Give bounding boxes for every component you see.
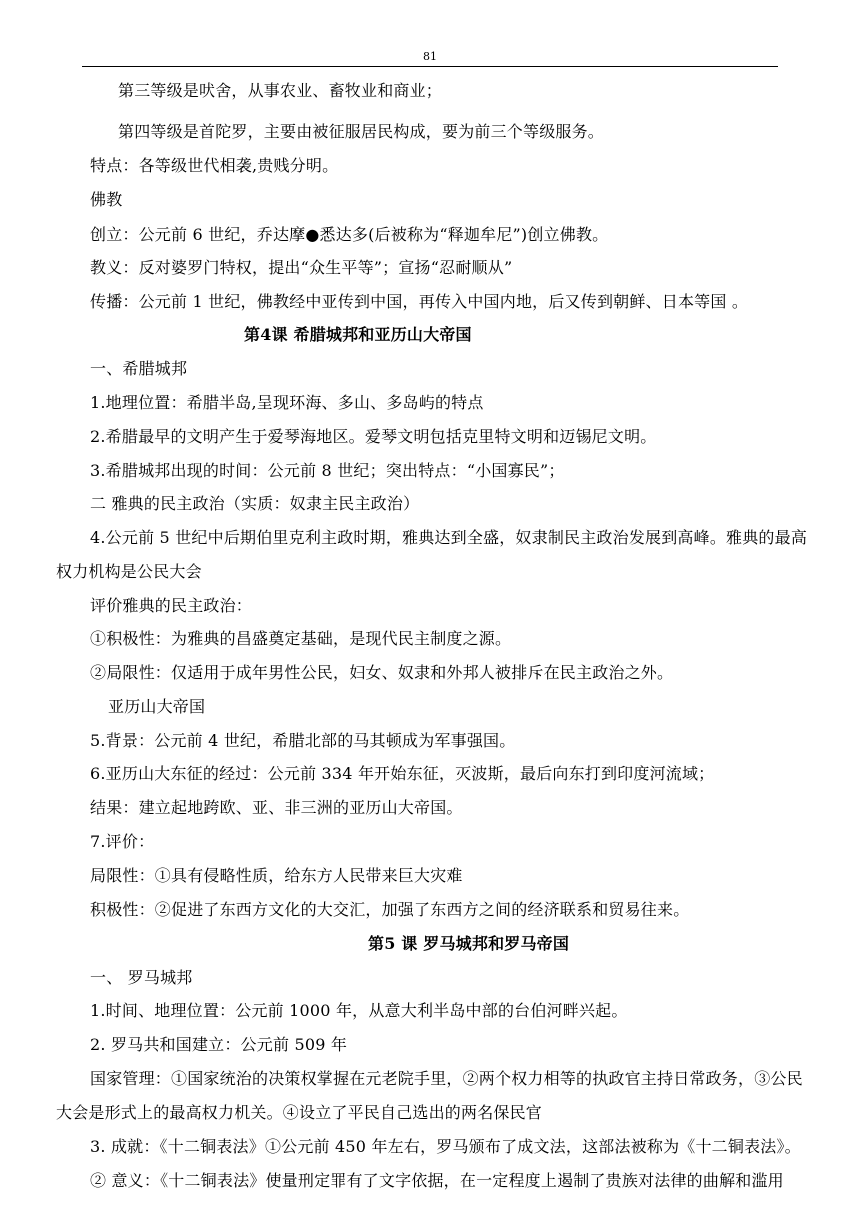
text-line-republic-founding: 2. 罗马共和国建立：公元前 509 年 — [90, 1035, 348, 1054]
text-line-positive: ①积极性：为雅典的昌盛奠定基础，是现代民主制度之源。 — [90, 629, 512, 648]
lesson-5-title: 第5 课 罗马城邦和罗马帝国 — [368, 934, 570, 953]
section-roman-city-state: 一、 罗马城邦 — [90, 968, 193, 987]
text-line-limitations: ②局限性：仅适用于成年男性公民，妇女、奴隶和外邦人被排斥在民主政治之外。 — [90, 663, 674, 682]
text-line-pericles: 4.公元前 5 世纪中后期伯里克利主政时期，雅典达到全盛，奴隶制民主政治发展到高峰。雅典的最高 — [90, 528, 808, 547]
text-line-vaishya: 第三等级是吠舍，从事农业、畜牧业和商业； — [118, 81, 443, 100]
text-line-evaluation: 7.评价： — [90, 832, 155, 851]
text-line-state-management-continued: 大会是形式上的最高权力机关。④设立了平民自己选出的两名保民官 — [56, 1103, 543, 1122]
text-line-twelve-tables-significance: ② 意义：《十二铜表法》使量刑定罪有了文字依据，在一定程度上遏制了贵族对法律的曲解和滥用 — [90, 1171, 784, 1190]
text-line-background: 5.背景：公元前 4 世纪，希腊北部的马其顿成为军事强国。 — [90, 731, 516, 750]
text-line-buddhism-spread: 传播：公元前 1 世纪，佛教经中亚传到中国，再传入中国内地，后又传到朝鲜、日本等国 。 — [90, 292, 749, 311]
section-greek-city-states: 一、希腊城邦 — [90, 359, 188, 378]
text-line-roman-origin: 1.时间、地理位置：公元前 1000 年，从意大利半岛中部的台伯河畔兴起。 — [90, 1001, 628, 1020]
text-line-caste-features: 特点：各等级世代相袭,贵贱分明。 — [90, 156, 339, 175]
text-line-city-state-origin: 3.希腊城邦出现的时间：公元前 8 世纪；突出特点：“小国寡民”； — [90, 461, 565, 480]
text-line-positive-impact: 积极性：②促进了东西方文化的大交汇，加强了东西方之间的经济联系和贸易往来。 — [90, 900, 690, 919]
text-line-geography: 1.地理位置：希腊半岛,呈现环海、多山、多岛屿的特点 — [90, 393, 484, 412]
text-line-buddhism-founding: 创立：公元前 6 世纪，乔达摩●悉达多(后被称为“释迦牟尼”)创立佛教。 — [90, 225, 609, 244]
section-alexander-empire: 亚历山大帝国 — [108, 697, 206, 716]
text-line-shudra: 第四等级是首陀罗，主要由被征服居民构成，要为前三个等级服务。 — [118, 122, 605, 141]
text-line-aegean-civilization: 2.希腊最早的文明产生于爱琴海地区。爱琴文明包括克里特文明和迈锡尼文明。 — [90, 427, 657, 446]
text-line-result: 结果：建立起地跨欧、亚、非三洲的亚历山大帝国。 — [90, 798, 463, 817]
text-line-twelve-tables: 3. 成就：《十二铜表法》①公元前 450 年左右，罗马颁布了成文法，这部法被称为《十二铜表法》。 — [90, 1137, 801, 1156]
text-line-evaluation-heading: 评价雅典的民主政治： — [90, 596, 253, 615]
text-line-pericles-continued: 权力机构是公民大会 — [56, 562, 202, 581]
text-line-buddhism-heading: 佛教 — [90, 190, 123, 209]
text-line-state-management: 国家管理：①国家统治的决策权掌握在元老院手里，②两个权力相等的执政官主持日常政务，③公民 — [90, 1069, 803, 1088]
text-line-buddhism-doctrine: 教义：反对婆罗门特权，提出“众生平等”；宣扬“忍耐顺从” — [90, 258, 513, 277]
text-line-eastern-campaign: 6.亚历山大东征的经过：公元前 334 年开始东征，灭波斯，最后向东打到印度河流域； — [90, 764, 715, 783]
header-rule — [82, 66, 778, 67]
page-number: 81 — [423, 50, 437, 63]
text-line-negative: 局限性：①具有侵略性质，给东方人民带来巨大灾难 — [90, 866, 463, 885]
section-athenian-democracy: 二 雅典的民主政治（实质：奴隶主民主政治） — [90, 494, 420, 513]
lesson-4-title: 第4课 希腊城邦和亚历山大帝国 — [244, 325, 472, 344]
